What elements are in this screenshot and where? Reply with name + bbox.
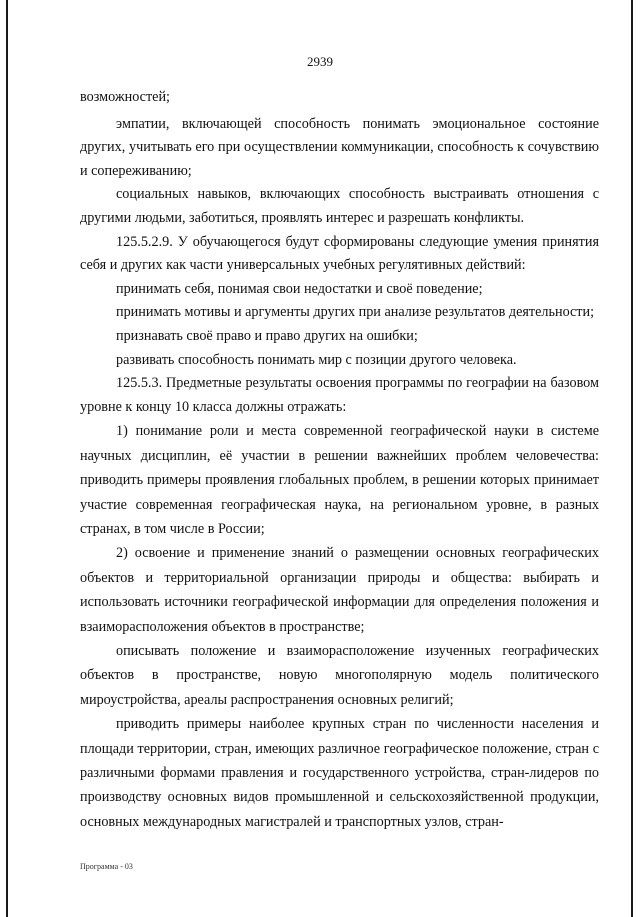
paragraph: социальных навыков, включающих способность выстраивать отношения с другими людьми, заботиться, проявлять интерес и разрешать конфликты.: [80, 186, 599, 226]
paragraph: 2) освоение и применение знаний о размещении основных географических объектов и территориальной организации природы и общества: выбирать и использовать источники географической информации для определения положения и взаиморасположения объектов в пространстве;: [80, 545, 599, 635]
scan-edge-left: [6, 0, 8, 917]
paragraph: возможностей;: [80, 89, 170, 105]
paragraph: описывать положение и взаиморасположение изученных географических объектов в пространстве, новую многополярную модель политического мироустройства, ареалы распространения основных религий;: [80, 642, 599, 708]
paragraph: принимать мотивы и аргументы других при анализе результатов деятельности;: [116, 304, 595, 321]
paragraph: признавать своё право и право других на ошибки;: [116, 327, 418, 344]
page-number: 2939: [307, 54, 333, 69]
paragraph: 125.5.3. Предметные результаты освоения программы по географии на базовом уровне к концу 10 класса должны отражать:: [80, 375, 599, 415]
footer-note: Программа - 03: [80, 862, 133, 871]
paragraph: 1) понимание роли и места современной географической науки в системе научных дисциплин, её участии в решении важнейших проблем человечества: приводить примеры проявления глобальных проблем, в решении которых принимает участие современная географическая наука, на региональном уровне, в разных странах, в том числе в России;: [80, 423, 599, 537]
document-body: [80, 86, 599, 834]
paragraph: принимать себя, понимая свои недостатки и своё поведение;: [116, 280, 483, 297]
paragraph: 125.5.2.9. У обучающегося будут сформированы следующие умения принятия себя и других как части универсальных учебных регулятивных действий:: [80, 233, 599, 274]
paragraph: приводить примеры наиболее крупных стран по численности населения и площади территории, стран, имеющих различное географическое положение, стран с различными формами правления и государственного устройства, стран-лидеров по производству основных видов промышленной и сельскохозяйственной продукции, основных международных магистралей и транспортных узлов, стран-: [80, 716, 599, 830]
paragraph: развивать способность понимать мир с позиции другого человека.: [116, 351, 517, 368]
paragraph: эмпатии, включающей способность понимать эмоциональное состояние других, учитывать его при осуществлении коммуникации, способность к сочувствию и сопереживанию;: [80, 115, 599, 179]
scan-edge-right: [631, 0, 633, 917]
